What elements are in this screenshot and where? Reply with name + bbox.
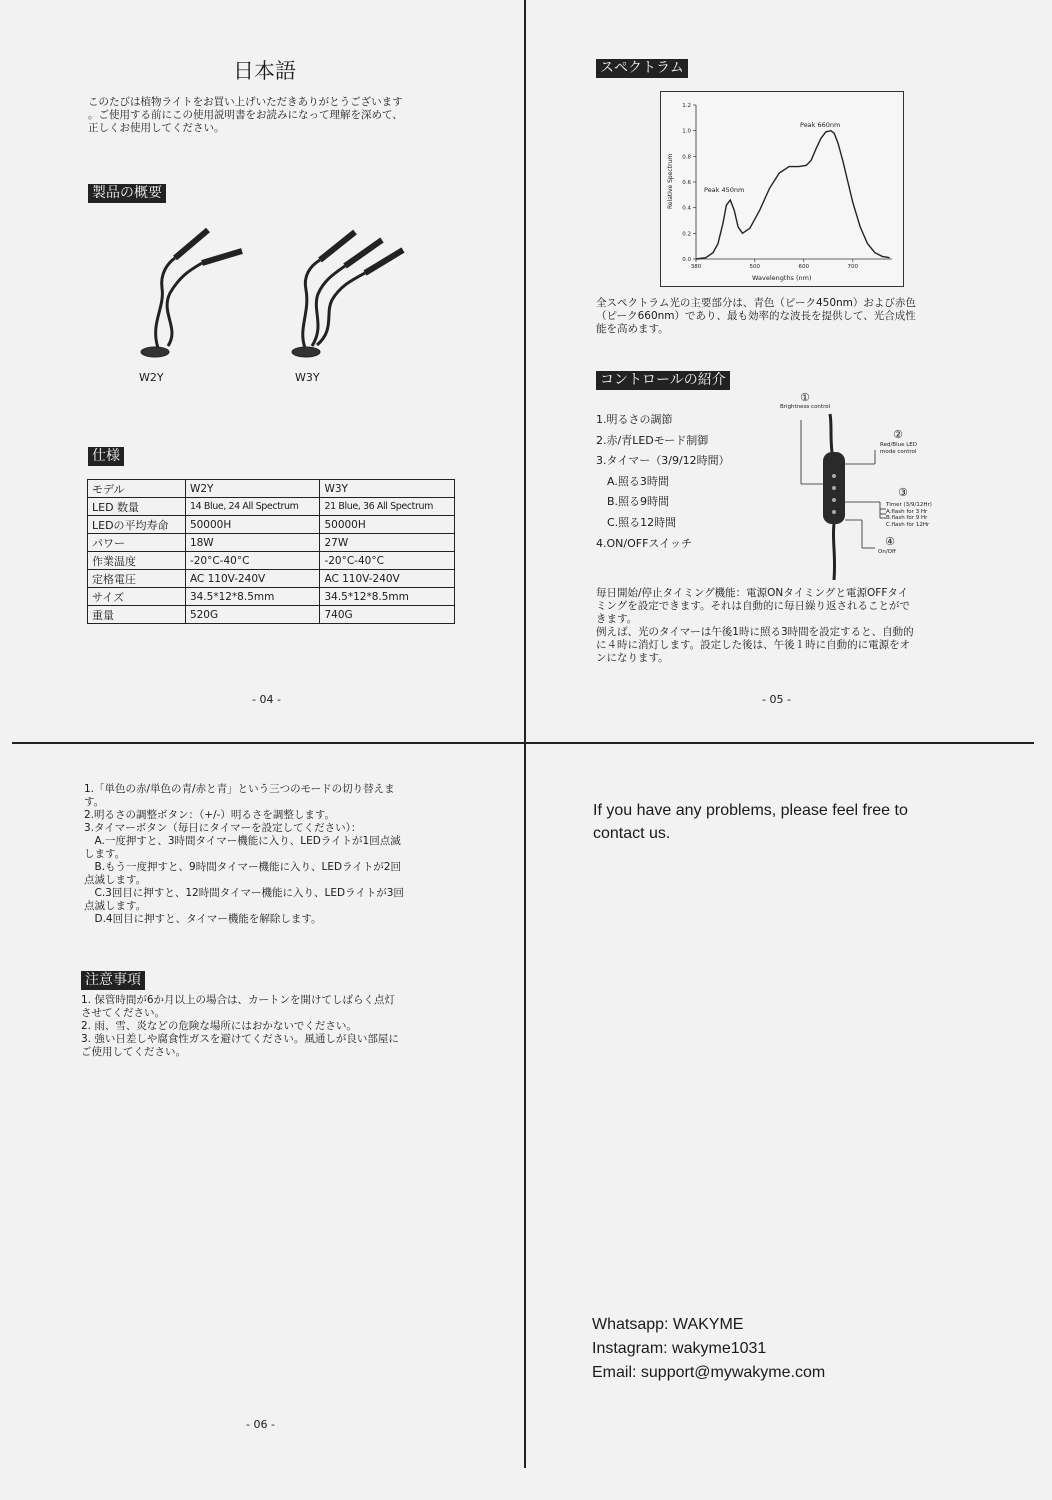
page-title: 日本語: [233, 59, 296, 83]
whatsapp-contact: Whatsapp: WAKYME: [592, 1316, 744, 1333]
table-row: [88, 480, 455, 498]
control-item: 2.赤/青LEDモード制御: [596, 433, 709, 447]
y-axis-label: Relative Spectrum: [667, 153, 674, 209]
notice-heading: 注意事項: [81, 971, 145, 990]
table-cell: 定格電圧: [88, 570, 186, 588]
mode-instructions: 1.「単色の赤/単色の青/赤と青」という三つのモードの切り替えま す。 2.明るさの調整ボタン：（+/-）明るさを調整します。 3.タイマーボタン（毎日にタイマーを設定してください）： A.一度押すと、3時間タイマー機能に入り、LEDライトが1回点滅 します。 B.もう一度押すと、9時間タイマー機能に入り、LEDライトが2回 点滅します。 C.3回目に押すと、12時間タイマー機能に入り、LEDライトが3回 点滅します。 D.4回目に押すと、タイマー機能を解除します。: [84, 783, 404, 925]
timer-description: 毎日開始/停止タイミング機能：電源ONタイミングと電源OFFタイ ミングを設定できます。それは自動的に毎日繰り返されることがで きます。 例えば、光のタイマーは午後1時に照る3時間を設定すると、自動的 に４時に消灯します。設定した後は、午後１時に自動的に電源をオ ンになります。: [596, 587, 914, 664]
control-heading: コントロールの紹介: [596, 371, 730, 390]
spectrum-description: 全スペクトラム光の主要部分は、青色（ピーク450nm）および赤色 （ピーク660nm）であり、最も効率的な波長を提供して、光合成性 能を高めます。: [596, 297, 916, 335]
control-item: 1.明るさの調節: [596, 413, 673, 426]
overview-heading: 製品の概要: [88, 184, 166, 203]
spectrum-chart: [660, 91, 904, 287]
contact-message: If you have any problems, please feel free to contact us.: [593, 802, 908, 842]
page-number-05: - 05 -: [762, 693, 791, 706]
table-cell: 18W: [185, 534, 320, 552]
table-cell: AC 110V-240V: [320, 570, 455, 588]
table-row: [88, 588, 455, 606]
table-cell: -20°C-40°C: [320, 552, 455, 570]
callout-1-text: Brightness control: [780, 404, 831, 410]
table-cell: 27W: [320, 534, 455, 552]
table-cell: 34.5*12*8.5mm: [320, 588, 455, 606]
table-cell: サイズ: [88, 588, 186, 606]
table-cell: W2Y: [185, 480, 320, 498]
callout-2-text: Red/Blue LED mode control: [880, 442, 917, 455]
w3y-lamp-image: [292, 232, 403, 357]
table-cell: 740G: [320, 606, 455, 624]
control-item: 3.タイマー（3/9/12時間）: [596, 454, 730, 468]
table-cell: 作業温度: [88, 552, 186, 570]
vertical-fold-line: [524, 0, 526, 1468]
y-tick-label: 1.2: [682, 103, 691, 109]
table-row: [88, 498, 455, 516]
lamp-label-w2y: W2Y: [139, 371, 164, 384]
horizontal-fold-line: [12, 742, 1034, 744]
spec-table: [87, 479, 455, 624]
y-tick-label: 0.8: [682, 154, 691, 161]
spectrum-heading: スペクトラム: [596, 59, 688, 78]
table-cell: -20°C-40°C: [185, 552, 320, 570]
x-tick-label: 500: [749, 264, 761, 270]
lamp-illustrations: [120, 218, 420, 368]
spec-heading: 仕様: [88, 447, 124, 466]
notice-text: 1. 保管時間が6か月以上の場合は、カートンを開けてしばらく点灯 させてください。 2. 雨、雪、炎などの危険な場所にはおかないでください。 3. 強い日差しや腐食性ガスを避けてください。風通しが良い部屋に ご使用してください。: [81, 994, 399, 1058]
control-item: B.照る9時間: [607, 495, 670, 509]
page-number-06: - 06 -: [246, 1418, 275, 1431]
lamp-label-w3y: W3Y: [295, 371, 320, 384]
table-cell: 14 Blue, 24 All Spectrum: [185, 498, 320, 516]
x-tick-label: 600: [798, 264, 810, 270]
control-item: 4.ON/OFFスイッチ: [596, 536, 692, 550]
table-row: [88, 570, 455, 588]
table-cell: モデル: [88, 480, 186, 498]
peak-660-annotation: Peak 660nm: [800, 121, 841, 129]
table-row: [88, 552, 455, 570]
chart-frame: [661, 92, 904, 287]
y-tick-label: 1.0: [682, 128, 691, 135]
y-tick-label: 0.0: [682, 257, 691, 263]
peak-450-annotation: Peak 450nm: [704, 186, 745, 194]
callout-3-number: ③: [898, 486, 908, 499]
intro-text: このたびは植物ライトをお買い上げいただきありがとうございます 。ご使用する前にこの使用説明書をお読みになって理解を深めて、 正しくお使用してください。: [88, 96, 403, 134]
callout-2-number: ②: [893, 428, 903, 441]
y-tick-label: 0.2: [682, 231, 691, 238]
callout-1-number: ①: [800, 391, 810, 404]
email-contact: Email: support@mywakyme.com: [592, 1364, 826, 1381]
instagram-contact: Instagram: wakyme1031: [592, 1340, 767, 1357]
table-cell: 重量: [88, 606, 186, 624]
contact-list: [592, 1313, 825, 1385]
callout-3-text: Timer (3/9/12Hr) A.flash for 3 Hr B.flash for 9 Hr C.flash for 12Hr: [886, 502, 932, 528]
table-cell: 520G: [185, 606, 320, 624]
control-item: C.照る12時間: [607, 515, 677, 529]
table-cell: AC 110V-240V: [185, 570, 320, 588]
table-cell: 21 Blue, 36 All Spectrum: [320, 498, 455, 516]
x-tick-label: 380: [690, 264, 702, 270]
table-row: [88, 516, 455, 534]
table-cell: LEDの平均寿命: [88, 516, 186, 534]
callout-4-text: On/Off: [878, 549, 896, 555]
y-tick-label: 0.6: [682, 180, 691, 186]
table-row: [88, 606, 455, 624]
control-list: [596, 410, 730, 554]
table-cell: 50000H: [320, 516, 455, 534]
table-row: [88, 534, 455, 552]
table-cell: 34.5*12*8.5mm: [185, 588, 320, 606]
table-cell: 50000H: [185, 516, 320, 534]
controller-diagram: [790, 390, 950, 580]
control-item: A.照る3時間: [607, 474, 669, 488]
x-axis-label: Wavelengths (nm): [752, 274, 812, 282]
x-tick-label: 700: [847, 264, 859, 270]
table-cell: LED 数量: [88, 498, 186, 516]
y-tick-label: 0.4: [682, 205, 691, 212]
table-cell: パワー: [88, 534, 186, 552]
page-number-04: - 04 -: [252, 693, 281, 706]
w2y-lamp-image: [141, 230, 242, 357]
table-cell: W3Y: [320, 480, 455, 498]
callout-4-number: ④: [885, 535, 895, 548]
